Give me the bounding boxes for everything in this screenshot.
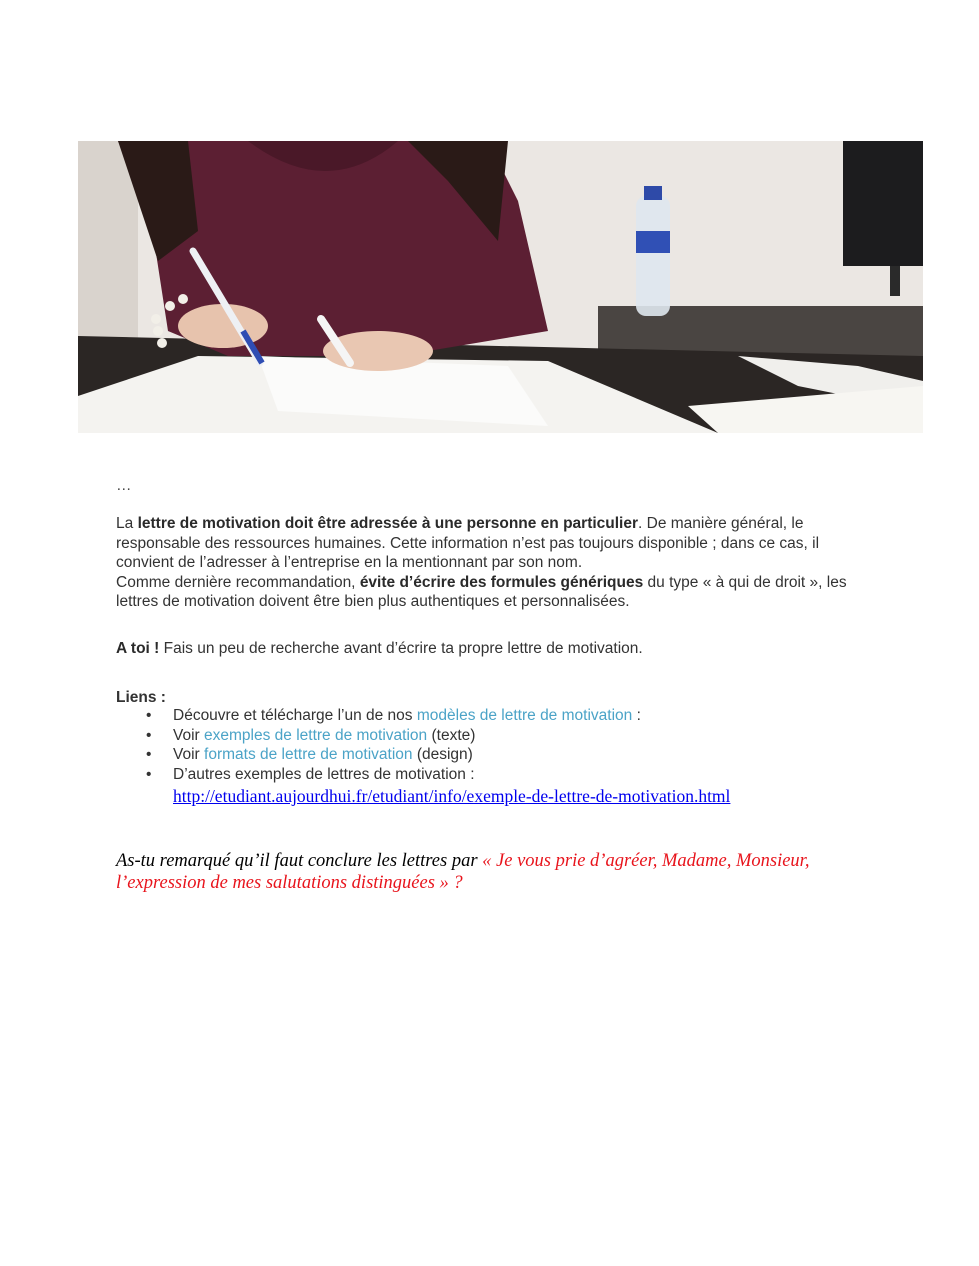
p1-text-1: La — [116, 515, 138, 532]
closing-question — [116, 850, 876, 894]
list-item — [116, 706, 876, 726]
link-exemples[interactable]: exemples de lettre de motivation — [204, 726, 428, 744]
p1-bold-2: évite d’écrire des formules génériques — [359, 573, 644, 591]
call-to-action — [116, 639, 876, 659]
links-list — [116, 706, 876, 808]
p1-bold-1: lettre de motivation doit être adressée à une personne en particulier — [137, 515, 639, 532]
bullet-icon: • — [146, 765, 152, 783]
link-formats[interactable]: formats de lettre de motivation — [204, 746, 413, 763]
cta-bold: A toi ! — [116, 640, 160, 657]
ellipsis: … — [116, 477, 132, 494]
item2-post: (texte) — [427, 726, 476, 744]
bullet-icon: • — [146, 707, 152, 724]
photo-woman-writing-letter-icon — [78, 141, 923, 433]
item1-post: : — [632, 707, 641, 724]
link-url[interactable]: http://etudiant.aujourdhui.fr/etudiant/info/exemple-de-lettre-de-motivation.html — [173, 786, 731, 806]
list-item — [116, 745, 876, 765]
p1-text-4: du type « à qui de droit », les lettres de motivation doivent être bien plus authentiques et personnalisées. — [116, 573, 847, 610]
item3-pre: Voir — [173, 746, 205, 763]
bullet-icon: • — [146, 726, 152, 744]
item1-pre: Découvre et télécharge l’un de nos — [173, 707, 417, 724]
advice-paragraph — [116, 514, 876, 612]
link-modeles[interactable]: modèles de lettre de motivation — [416, 707, 633, 724]
list-item — [116, 765, 876, 809]
closing-text: As-tu remarqué qu’il faut conclure les lettres par — [116, 851, 483, 871]
item4-pre: D’autres exemples de lettres de motivation : — [173, 765, 475, 783]
list-item — [116, 726, 876, 746]
closing-formula: « Je vous prie d’agréer, Madame, Monsieur, l’expression de mes salutations distinguées » ? — [116, 851, 810, 893]
item2-pre: Voir — [173, 726, 205, 744]
hero-image — [78, 141, 923, 433]
p1-text-2: . De manière général, le responsable des ressources humaines. Cette information n’est pas toujours disponible ; dans ce cas, il convient de l’adresser à l’entreprise en la mentionnant par son nom. — [116, 515, 820, 571]
bullet-icon: • — [146, 746, 152, 763]
links-title: Liens : — [116, 689, 166, 706]
cta-text: Fais un peu de recherche avant d’écrire ta propre lettre de motivation. — [159, 640, 643, 657]
p1-text-3: Comme dernière recommandation, — [116, 573, 360, 591]
item3-post: (design) — [412, 746, 473, 763]
